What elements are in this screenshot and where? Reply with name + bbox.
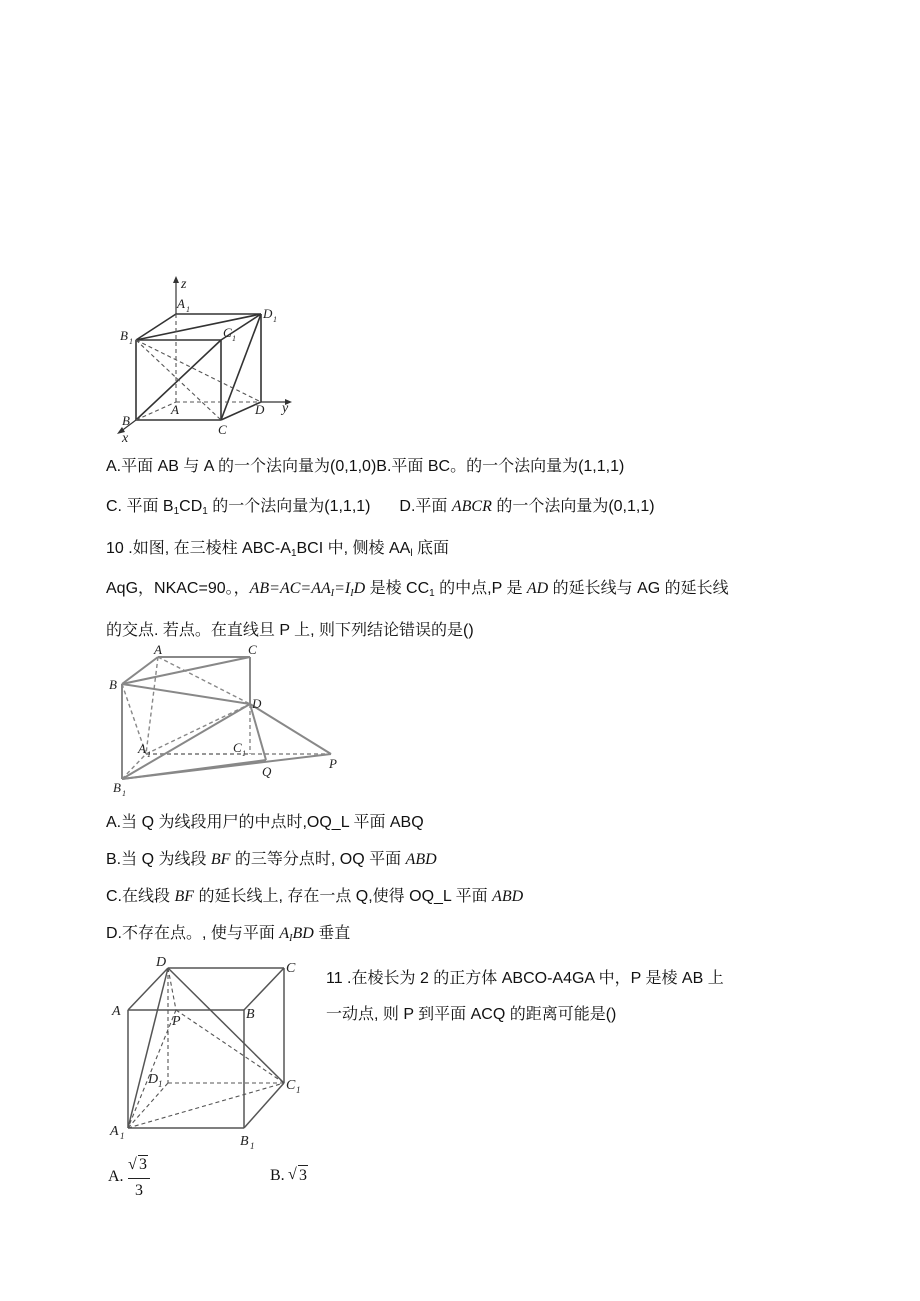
q9-option-c bbox=[106, 498, 371, 515]
q10-l2-it4: AD bbox=[526, 580, 549, 597]
q10-optb-it: BF bbox=[210, 851, 231, 868]
fig3-label-D: D bbox=[156, 955, 167, 970]
fig3-label-A: A bbox=[112, 1004, 121, 1019]
q9-optc-sub1: 1 bbox=[173, 506, 180, 517]
q9-optc-pre: C. 平面 B bbox=[106, 498, 174, 515]
q9-optd-pre: D.平面 bbox=[399, 498, 452, 515]
q10-l1-post: BCI 中, 侧棱 AA bbox=[296, 540, 411, 557]
fig2-label-B1: B bbox=[113, 780, 121, 795]
label-D1: D bbox=[263, 306, 273, 321]
fig2-label-C1: C bbox=[233, 740, 242, 755]
q10-l2-it: AB=AC=AA bbox=[249, 580, 331, 597]
q10-l1-sub: 1 bbox=[290, 548, 297, 559]
q9-optc-mid: CD bbox=[179, 498, 203, 515]
fig3-label-B: B bbox=[246, 1007, 255, 1022]
fig2-label-Q: Q bbox=[262, 764, 272, 779]
fig2-label-P: P bbox=[329, 756, 337, 771]
q9-option-c-d bbox=[106, 496, 655, 523]
fig2-label-C: C bbox=[248, 642, 257, 657]
q9-option-a-b: A.平面 AB 与 A 的一个法向量为(0,1,0)B.平面 BC。的一个法向量为(1,1,1) bbox=[106, 458, 625, 475]
q11-opta-label: A. bbox=[108, 1168, 124, 1185]
axis-y-label: y bbox=[282, 401, 289, 416]
label-A: A bbox=[171, 402, 179, 417]
q10-optd-pre: D.不存在点。, 使与平面 bbox=[106, 925, 280, 942]
q10-stem-line1 bbox=[106, 538, 449, 565]
q11-stem-line2: 一动点, 则 P 到平面 ACQ 的距离可能是() bbox=[326, 1006, 617, 1023]
fig3-label-A1-sub: 1 bbox=[120, 1131, 125, 1141]
label-D: D bbox=[255, 402, 265, 417]
q11-optb-radicand: 3 bbox=[299, 1167, 307, 1184]
label-C1: C bbox=[223, 325, 232, 340]
q10-l2-mid: 是棱 CC bbox=[365, 580, 430, 597]
fig2-label-A1-sub: 1 bbox=[147, 750, 151, 759]
q11-optb-label: B. bbox=[270, 1167, 285, 1184]
q10-l2-pre: AqG，NKAC=90。， bbox=[106, 580, 250, 597]
label-B: B bbox=[122, 413, 130, 428]
q11-option-a bbox=[108, 1156, 188, 1206]
fraction-bar bbox=[128, 1178, 150, 1179]
q10-optb-mid: 的三等分点时, OQ 平面 bbox=[230, 851, 406, 868]
q10-option-d bbox=[106, 923, 350, 950]
q10-l1-sub2: l bbox=[410, 548, 413, 559]
q11-option-b bbox=[270, 1167, 330, 1191]
fig3-label-C: C bbox=[286, 961, 296, 976]
q10-l2-it3: D bbox=[353, 580, 366, 597]
q10-optd-it2: BD bbox=[292, 925, 314, 942]
cube-figure-1 bbox=[110, 270, 310, 450]
q10-optd-sub: I bbox=[289, 933, 293, 944]
q10-optd-post: 垂直 bbox=[313, 925, 351, 942]
label-B1: B bbox=[120, 328, 128, 343]
q10-option-a: A.当 Q 为线段用尸的中点时,OQ_L 平面 ABQ bbox=[106, 814, 424, 831]
q10-optd-it: A bbox=[279, 925, 290, 942]
label-B1-sub: 1 bbox=[129, 337, 133, 346]
q10-l2-post: 的延长线与 AG 的延长线 bbox=[548, 580, 729, 597]
label-A1-sub: 1 bbox=[186, 305, 190, 314]
q9-optc-sub2: 1 bbox=[202, 506, 208, 517]
label-D1-sub: 1 bbox=[273, 315, 277, 324]
q10-l2-sub: I bbox=[330, 588, 335, 599]
q9-optc-post: 的一个法向量为(1,1,1) bbox=[207, 498, 371, 515]
q10-optb-it2: ABD bbox=[405, 851, 437, 868]
q10-option-b bbox=[106, 849, 437, 871]
fig3-label-C1: C bbox=[286, 1078, 296, 1093]
q10-option-c bbox=[106, 886, 523, 908]
q10-stem-line2 bbox=[106, 578, 729, 605]
q9-option-d bbox=[399, 498, 654, 515]
fig3-label-B1: B bbox=[240, 1134, 249, 1149]
q10-l1-end: 底面 bbox=[412, 540, 449, 557]
q10-stem-line3: 的交点. 若点。在直线旦 P 上, 则下列结论错误的是() bbox=[106, 622, 474, 639]
q10-l2-mid2: 的中点,P 是 bbox=[434, 580, 527, 597]
cube-figure-3 bbox=[106, 955, 316, 1155]
fig2-label-B1-sub: 1 bbox=[122, 789, 126, 798]
fig3-label-D1: D bbox=[148, 1072, 159, 1087]
fig2-label-B: B bbox=[109, 677, 117, 692]
fig3-label-C1-sub: 1 bbox=[296, 1085, 301, 1095]
q10-optc-it: BF bbox=[174, 888, 194, 905]
prism-figure-2 bbox=[108, 642, 348, 798]
q11-opta-denominator: 3 bbox=[135, 1182, 143, 1199]
fig3-label-B1-sub: 1 bbox=[250, 1141, 255, 1151]
fig3-label-D1-sub: 1 bbox=[158, 1079, 163, 1089]
fig3-label-P: P bbox=[172, 1014, 181, 1029]
q9-optd-post: 的一个法向量为(0,1,1) bbox=[491, 498, 655, 515]
q11-opta-numerator: 3 bbox=[139, 1156, 147, 1173]
sqrt-icon: √ bbox=[288, 1166, 297, 1183]
label-C1-sub: 1 bbox=[232, 334, 236, 343]
fig2-label-A1: A bbox=[138, 741, 146, 756]
label-A1: A bbox=[177, 296, 185, 311]
q10-l1-pre: 10 .如图, 在三棱柱 ABC-A bbox=[106, 540, 291, 557]
fig2-label-C1-sub: 1 bbox=[242, 749, 246, 758]
sqrt-icon: √ bbox=[128, 1156, 137, 1173]
axis-z-label: z bbox=[181, 277, 187, 292]
q10-optc-mid: 的延长线上, 存在一点 Q,使得 OQ_L 平面 bbox=[194, 888, 493, 905]
q10-l2-sub2: I bbox=[350, 588, 354, 599]
q11-stem-line1: 11 .在棱长为 2 的正方体 ABCO-A4GA 中，P 是棱 AB 上 bbox=[326, 970, 724, 987]
q10-l2-sub3: 1 bbox=[429, 588, 435, 599]
q10-optc-pre: C.在线段 bbox=[106, 888, 175, 905]
label-C: C bbox=[218, 422, 227, 437]
fig2-label-D: D bbox=[252, 696, 262, 711]
fig2-label-A: A bbox=[154, 642, 162, 657]
q10-optb-pre: B.当 Q 为线段 bbox=[106, 851, 211, 868]
axis-x-label: x bbox=[122, 431, 129, 446]
q9-optd-italic: ABCR bbox=[451, 498, 492, 515]
q10-optc-it2: ABD bbox=[492, 888, 524, 905]
q10-l2-it2: =I bbox=[334, 580, 351, 597]
fig3-label-A1: A bbox=[110, 1124, 119, 1139]
